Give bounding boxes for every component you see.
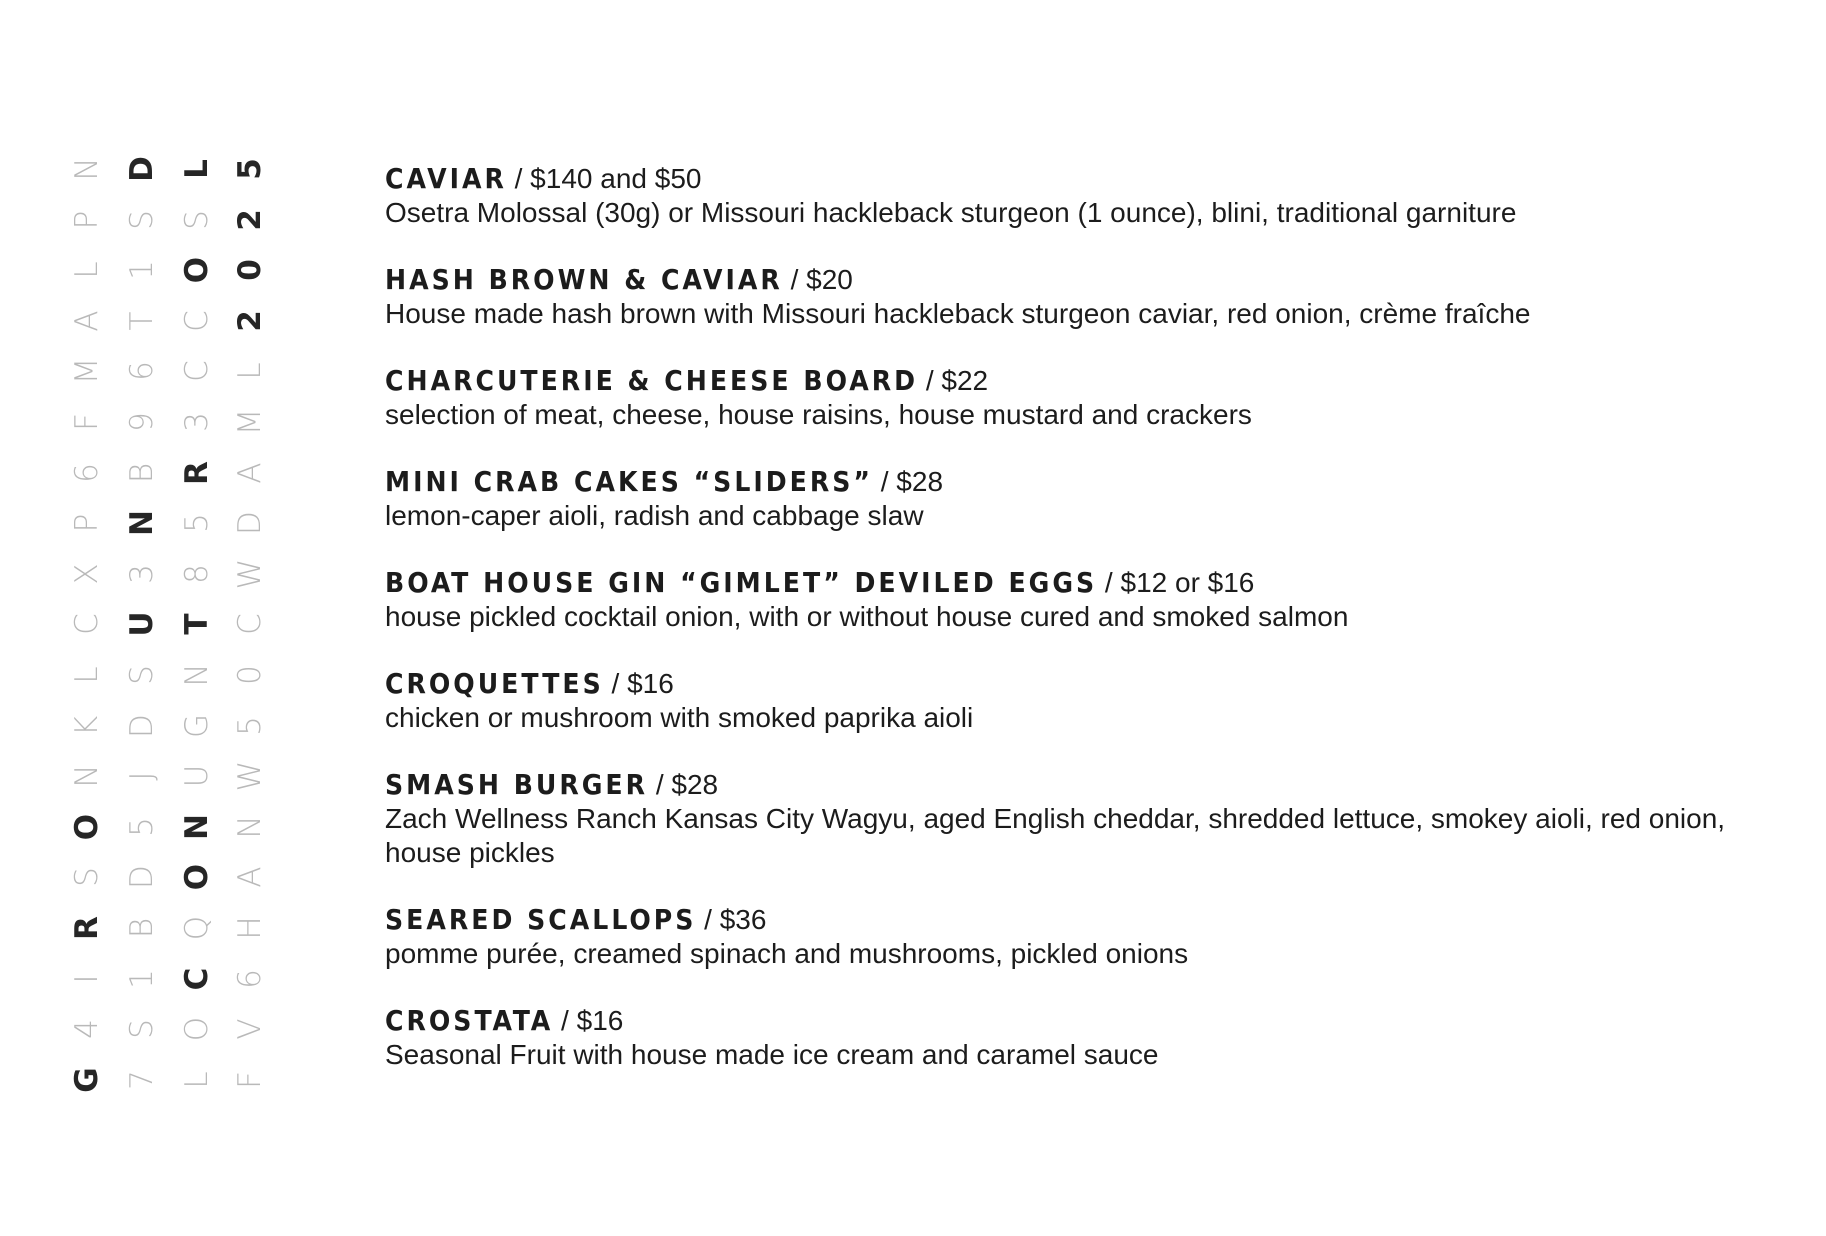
- grid-letter: 5: [178, 513, 215, 533]
- menu-item-name: CHARCUTERIE & CHEESE BOARD: [385, 364, 919, 397]
- menu-item-mini-crab-cakes: [385, 465, 1785, 533]
- menu-item-description: House made hash brown with Missouri hackleback sturgeon caviar, red onion, crème fraîche: [385, 298, 1531, 329]
- menu-item-name: BOAT HOUSE GIN “GIMLET” DEVILED EGGS: [385, 566, 1098, 599]
- menu-item-description: lemon-caper aioli, radish and cabbage slaw: [385, 500, 924, 531]
- menu-item-deviled-eggs: [385, 566, 1785, 634]
- grid-letter: L: [231, 362, 268, 380]
- menu-item-price: / $20: [782, 264, 853, 295]
- grid-letter: L: [68, 261, 105, 279]
- menu-item-price: / $22: [918, 365, 989, 396]
- grid-letter: T: [123, 311, 160, 331]
- grid-letter: S: [123, 210, 160, 230]
- grid-letter: M: [231, 408, 268, 436]
- grid-letter: O: [178, 863, 215, 891]
- menu-item-crostata: [385, 1004, 1785, 1072]
- grid-letter: 0: [231, 259, 268, 281]
- menu-item-description: selection of meat, cheese, house raisins, house mustard and crackers: [385, 399, 1252, 430]
- grid-letter: C: [178, 360, 215, 382]
- menu-item-header: [385, 465, 1785, 499]
- menu-item-price: / $16: [603, 668, 674, 699]
- grid-letter: I: [68, 974, 105, 984]
- grid-letter: U: [123, 611, 160, 637]
- grid-letter: 8: [178, 564, 215, 584]
- grid-letter: D: [231, 511, 268, 535]
- menu-item-header: [385, 768, 1785, 802]
- grid-letter: C: [231, 613, 268, 635]
- grid-letter: O: [178, 1016, 215, 1042]
- grid-letter: 1: [123, 969, 160, 989]
- grid-letter: 9: [123, 412, 160, 432]
- menu-item-price: / $28: [648, 769, 719, 800]
- grid-letter: B: [123, 462, 160, 484]
- menu-item-description: pomme purée, creamed spinach and mushrooms, pickled onions: [385, 938, 1189, 969]
- grid-letter: H: [231, 916, 268, 940]
- menu-item-description: house pickled cocktail onion, with or without house cured and smoked salmon: [385, 601, 1349, 632]
- grid-letter: D: [123, 156, 160, 182]
- grid-letter: C: [178, 310, 215, 332]
- grid-letter: F: [68, 413, 105, 431]
- menu-item-caviar: [385, 162, 1785, 230]
- grid-letter: K: [68, 715, 105, 737]
- menu-item-charcuterie-cheese-board: [385, 364, 1785, 432]
- grid-letter: S: [123, 665, 160, 685]
- menu-item-name: HASH BROWN & CAVIAR: [385, 263, 783, 296]
- menu-item-header: [385, 263, 1785, 297]
- rotated-letter-grid: [70, 152, 290, 1102]
- grid-letter: U: [178, 764, 215, 788]
- grid-letter: Q: [178, 915, 215, 941]
- grid-letter: 5: [231, 716, 268, 736]
- menu-item-description: chicken or mushroom with smoked paprika aioli: [385, 702, 974, 733]
- menu-item-header: [385, 667, 1785, 701]
- grid-letter: N: [178, 814, 215, 840]
- grid-letter: T: [178, 613, 215, 635]
- grid-letter: S: [178, 210, 215, 230]
- grid-letter: 2: [231, 209, 268, 231]
- grid-letter: 3: [178, 412, 215, 432]
- grid-letter: 5: [123, 817, 160, 837]
- grid-letter: L: [178, 159, 215, 179]
- grid-letter: B: [123, 917, 160, 939]
- grid-letter: N: [231, 815, 268, 839]
- grid-letter: W: [231, 558, 268, 590]
- grid-letter: P: [68, 513, 105, 533]
- grid-letter: O: [178, 256, 215, 284]
- grid-letter: L: [178, 1071, 215, 1089]
- menu-item-croquettes: [385, 667, 1785, 735]
- menu-item-description: Seasonal Fruit with house made ice cream and caramel sauce: [385, 1039, 1159, 1070]
- grid-letter: A: [231, 462, 268, 484]
- grid-letter: L: [68, 666, 105, 684]
- grid-letter: N: [178, 663, 215, 687]
- menu-item-name: CAVIAR: [385, 162, 507, 195]
- menu-item-hash-brown-caviar: [385, 263, 1785, 331]
- menu-item-price: / $28: [872, 466, 944, 497]
- grid-letter: 0: [231, 665, 268, 685]
- grid-letter: 7: [123, 1070, 160, 1090]
- grid-letter: 2: [231, 310, 268, 332]
- menu-item-name: CROQUETTES: [385, 667, 604, 700]
- grid-letter: 1: [123, 260, 160, 280]
- grid-letter: X: [68, 563, 105, 585]
- grid-letter: W: [231, 760, 268, 792]
- menu-item-description: Zach Wellness Ranch Kansas City Wagyu, aged English cheddar, shredded lettuce, smokey aioli, red onion, house pickles: [385, 803, 1726, 868]
- menu-item-header: [385, 903, 1785, 937]
- grid-letter: 5: [231, 158, 268, 180]
- menu-item-price: / $36: [696, 904, 767, 935]
- grid-letter: O: [68, 813, 105, 841]
- grid-letter: 6: [123, 361, 160, 381]
- menu-list: [385, 162, 1785, 1105]
- grid-letter: P: [68, 210, 105, 230]
- menu-item-name: SMASH BURGER: [385, 768, 649, 801]
- grid-letter: A: [231, 866, 268, 888]
- menu-item-header: [385, 162, 1785, 196]
- grid-letter: D: [123, 714, 160, 738]
- grid-letter: R: [178, 461, 215, 485]
- grid-letter: V: [231, 1018, 268, 1040]
- grid-letter: M: [68, 357, 105, 385]
- grid-letter: 4: [68, 1019, 105, 1039]
- grid-letter: S: [68, 867, 105, 887]
- menu-item-seared-scallops: [385, 903, 1785, 971]
- menu-item-header: [385, 566, 1785, 600]
- grid-letter: J: [123, 771, 160, 781]
- grid-letter: 3: [123, 564, 160, 584]
- menu-item-smash-burger: [385, 768, 1785, 870]
- grid-letter: N: [68, 157, 105, 181]
- grid-letter: G: [68, 1067, 105, 1093]
- menu-item-name: CROSTATA: [385, 1004, 554, 1037]
- menu-item-price: / $140 and $50: [506, 163, 702, 194]
- grid-letter: G: [178, 713, 215, 739]
- menu-item-header: [385, 364, 1785, 398]
- menu-item-header: [385, 1004, 1785, 1038]
- grid-letter: N: [68, 764, 105, 788]
- grid-letter: D: [123, 865, 160, 889]
- grid-letter: N: [123, 510, 160, 536]
- menu-item-description: Osetra Molossal (30g) or Missouri hackleback sturgeon (1 ounce), blini, traditional garniture: [385, 197, 1517, 228]
- menu-item-price: / $16: [553, 1005, 624, 1036]
- grid-letter: C: [68, 613, 105, 635]
- grid-letter: F: [231, 1071, 268, 1089]
- grid-letter: 6: [68, 463, 105, 483]
- menu-item-price: / $12 or $16: [1097, 567, 1255, 598]
- menu-item-name: MINI CRAB CAKES “SLIDERS”: [385, 465, 873, 498]
- menu-item-name: SEARED SCALLOPS: [385, 903, 697, 936]
- grid-letter: S: [123, 1019, 160, 1039]
- grid-letter: A: [68, 310, 105, 332]
- grid-letter: 6: [231, 969, 268, 989]
- grid-letter: R: [68, 916, 105, 940]
- grid-letter: C: [178, 967, 215, 991]
